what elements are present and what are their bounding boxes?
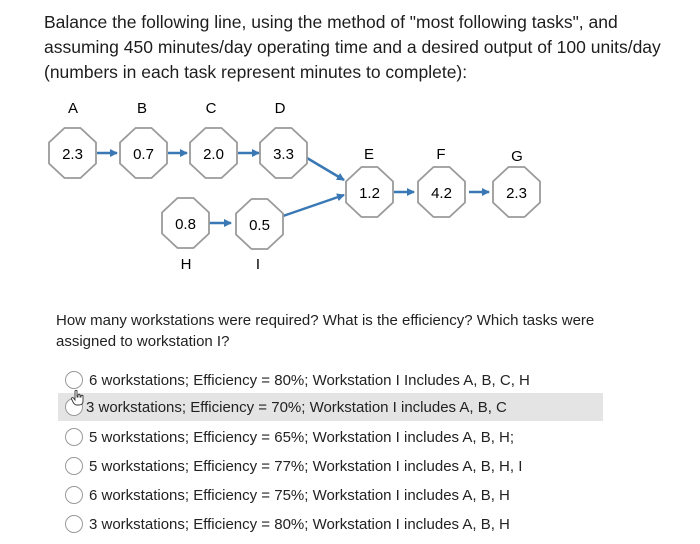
task-label-f: F	[436, 146, 446, 163]
answer-option-2[interactable]	[58, 393, 603, 421]
answer-option-3[interactable]	[58, 423, 603, 451]
answer-option-1[interactable]	[58, 366, 603, 394]
task-time-a: 2.3	[62, 146, 83, 163]
task-time-g: 2.3	[506, 185, 527, 202]
task-time-i: 0.5	[249, 217, 270, 234]
radio-button[interactable]	[65, 371, 83, 389]
task-label-b: B	[136, 100, 148, 117]
task-label-a: A	[67, 100, 79, 117]
task-node-f	[418, 167, 465, 217]
task-label-h: H	[180, 256, 192, 273]
task-node-i	[236, 199, 283, 249]
task-node-g	[493, 167, 540, 217]
arrow-d-e	[307, 158, 344, 180]
task-node-h	[162, 198, 209, 248]
task-label-i: I	[255, 256, 261, 273]
answer-option-4[interactable]	[58, 452, 603, 480]
task-node-a	[49, 128, 96, 178]
task-label-e: E	[363, 146, 375, 163]
arrow-i-e	[283, 195, 344, 216]
answer-option-label: 3 workstations; Efficiency = 80%; Workstation I includes A, B, H	[89, 515, 510, 533]
task-label-g: G	[511, 148, 523, 165]
task-label-d: D	[274, 100, 286, 117]
task-node-b	[120, 128, 167, 178]
answer-option-label: 5 workstations; Efficiency = 65%; Workstation I includes A, B, H;	[89, 428, 515, 446]
task-time-h: 0.8	[175, 216, 196, 233]
task-time-e: 1.2	[359, 185, 380, 202]
task-time-c: 2.0	[203, 146, 224, 163]
radio-button[interactable]	[65, 457, 83, 475]
radio-button[interactable]	[65, 428, 83, 446]
answer-option-5[interactable]	[58, 481, 603, 509]
radio-button[interactable]	[65, 515, 83, 533]
task-node-c	[190, 128, 237, 178]
task-label-c: C	[205, 100, 217, 117]
answer-option-label: 6 workstations; Efficiency = 75%; Workstation I includes A, B, H	[89, 486, 510, 504]
task-node-d	[260, 128, 307, 178]
answer-option-6[interactable]	[58, 510, 603, 538]
task-node-e	[346, 167, 393, 217]
question-text: How many workstations were required? What is the efficiency? Which tasks were assigned to workstation I?	[56, 312, 595, 350]
hand-cursor-icon	[71, 390, 85, 406]
task-time-d: 3.3	[273, 146, 294, 163]
radio-button[interactable]	[65, 486, 83, 504]
task-time-f: 4.2	[431, 185, 452, 202]
question-prompt: Balance the following line, using the method of "most following tasks", and assuming 450 minutes/day operating time and a desired output of 100 units/day (numbers in each task represent minutes to complete):	[44, 12, 661, 82]
answer-option-label: 6 workstations; Efficiency = 80%; Workstation I Includes A, B, C, H	[89, 371, 530, 389]
task-time-b: 0.7	[133, 146, 154, 163]
answer-option-label: 3 workstations; Efficiency = 70%; Workstation I includes A, B, C	[86, 398, 507, 416]
answer-option-label: 5 workstations; Efficiency = 77%; Workstation I includes A, B, H, I	[89, 457, 523, 475]
